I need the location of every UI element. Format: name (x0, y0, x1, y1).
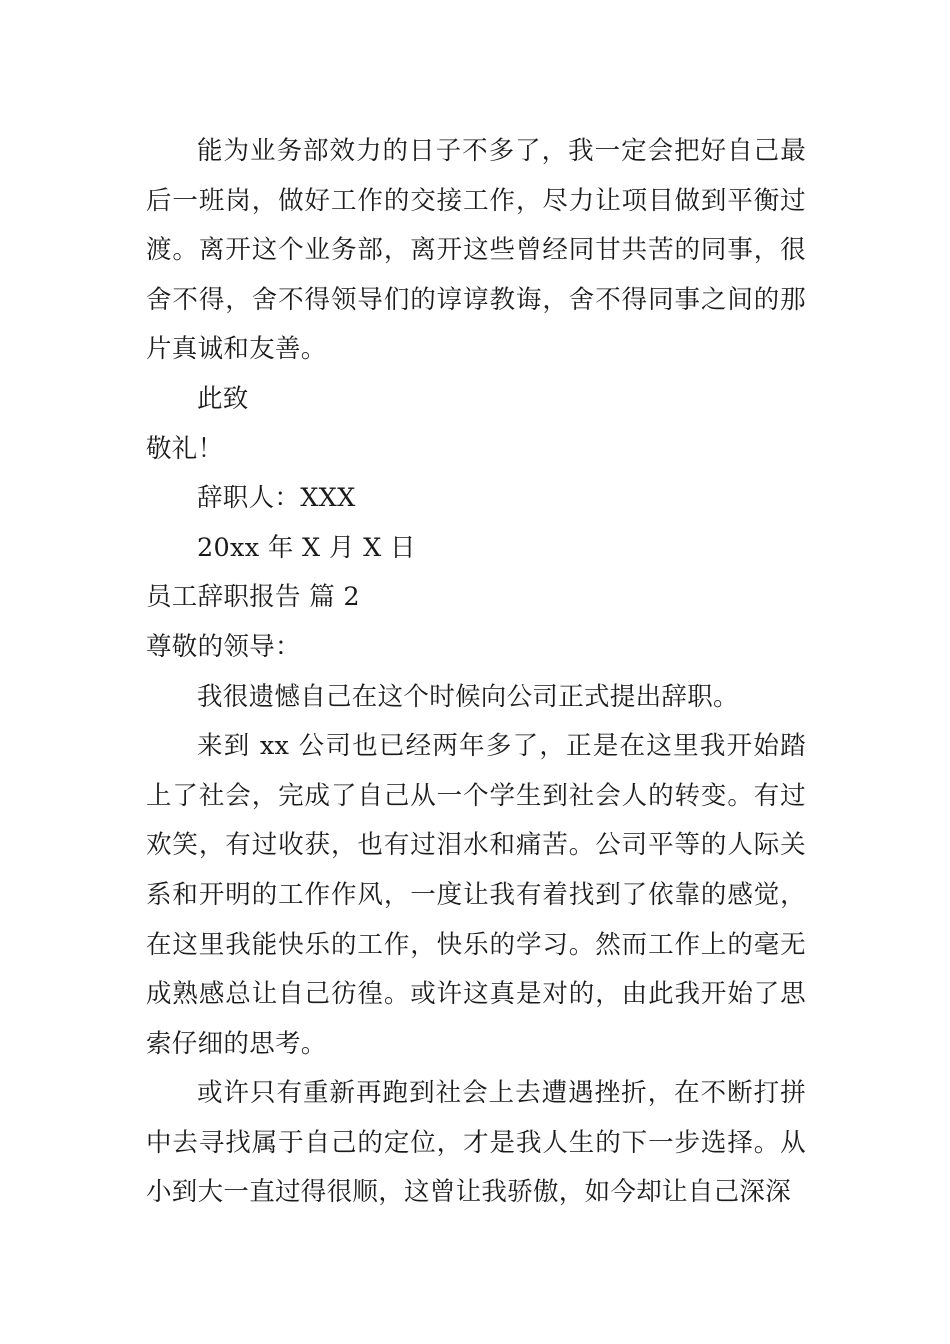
salutation-cizhi: 此致 (197, 383, 249, 414)
body-paragraph: 我很遗憾自己在这个时候向公司正式提出辞职。 (197, 681, 739, 712)
salutation-jingli: 敬礼！ (146, 433, 224, 464)
signature-date: 20xx 年 X 月 X 日 (197, 532, 416, 563)
document-body (146, 127, 806, 1218)
section-heading: 员工辞职报告 篇 2 (146, 582, 360, 613)
signature-name: 辞职人：XXX (197, 483, 356, 514)
body-paragraph: 来到 xx 公司也已经两年多了，正是在这里我开始踏上了社会，完成了自己从一个学生到社会人的转变。有过欢笑，有过收获，也有过泪水和痛苦。公司平等的人际关系和开明的工作作风，一度让我有着找到了依靠的感觉，在这里我能快乐的工作，快乐的学习。然而工作上的毫无成熟感总让自己彷徨。或许这真是对的，由此我开始了思索仔细的思考。 (146, 731, 806, 1059)
body-paragraph: 或许只有重新再跑到社会上去遭遇挫折，在不断打拼中去寻找属于自己的定位，才是我人生的下一步选择。从小到大一直过得很顺，这曾让我骄傲，如今却让自己深深 (146, 1078, 806, 1208)
letter-greeting: 尊敬的领导： (146, 631, 301, 662)
closing-paragraph: 能为业务部效力的日子不多了，我一定会把好自己最后一班岗，做好工作的交接工作，尽力让项目做到平衡过渡。离开这个业务部，离开这些曾经同甘共苦的同事，很舍不得，舍不得领导们的谆谆教诲，舍不得同事之间的那片真诚和友善。 (146, 136, 806, 365)
